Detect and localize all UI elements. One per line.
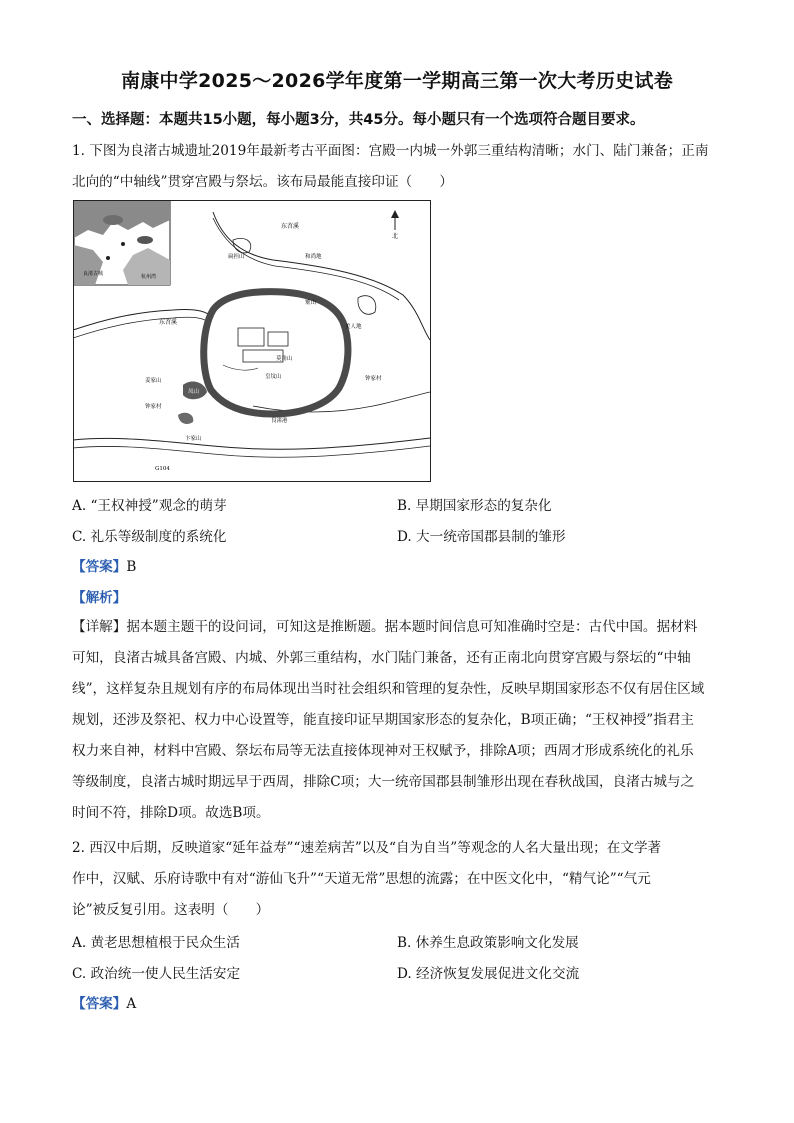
q1-option-d: D. 大一统帝国郡县制的雏形	[397, 529, 566, 545]
q2-answer	[72, 992, 136, 1012]
q1-answer	[72, 555, 136, 575]
map-label: 东苕溪	[281, 223, 300, 230]
q2-stem-line: 2. 西汉中后期，反映道家“延年益寿”“速差病苦”以及“自为自当”等观念的人名大量出现；在文学著	[72, 840, 662, 856]
map-label: 良渚港	[271, 418, 288, 424]
q1-detail	[72, 612, 722, 829]
analysis-label: 【解析】	[72, 590, 127, 606]
detail-line: 线”，这样复杂且规划有序的布局体现出当时社会组织和管理的复杂性，反映早期国家形态不仅有居住区域	[72, 681, 705, 697]
inset-map	[74, 201, 170, 285]
map-label: 钟家村	[145, 404, 162, 410]
q1-stem	[72, 136, 722, 198]
q2-option-d: D. 经济恢复发展促进文化交流	[397, 966, 580, 982]
map-label: 雉山	[305, 300, 317, 306]
detail-line: 权力来自神，材料中宫殿、祭坛布局等无法直接体现神对王权赋予，排除A项；西周才形成系统化的礼乐	[72, 743, 694, 759]
exam-title: 南康中学2025～2026学年度第一学期高三第一次大考历史试卷	[120, 70, 674, 92]
q1-stem-line: 北向的“中轴线”贯穿宫殿与祭坛。该布局最能直接印证（ ）	[72, 174, 453, 190]
map-label: 莫角山	[276, 356, 293, 362]
north-label: 北	[392, 233, 399, 240]
map-label: G104	[155, 466, 170, 472]
map-label: 扁担山	[228, 254, 245, 260]
answer-label: 【答案】	[72, 996, 127, 1012]
answer-label: 【答案】	[72, 559, 127, 575]
map-label: 钟家村	[365, 376, 382, 382]
map-label: 和尚地	[305, 254, 322, 260]
map-label: 姜家山	[145, 378, 162, 384]
q1-stem-line: 1. 下图为良渚古城遗址2019年最新考古平面图：宫殿一内城一外郭三重结构清晰；水门、陆门兼备；正南	[72, 143, 709, 159]
inset-label: 杭州湾	[141, 274, 157, 280]
liangzhu-site-map	[73, 200, 431, 482]
q2-option-b: B. 休养生息政策影响文化发展	[397, 935, 579, 951]
map-label: 美人地	[345, 324, 362, 330]
q2-option-c: C. 政治统一使人民生活安定	[72, 966, 241, 982]
q1-option-b: B. 早期国家形态的复杂化	[397, 498, 552, 514]
detail-line: 规划，还涉及祭祀、权力中心设置等，能直接印证早期国家形态的复杂化，B项正确；“王权神授”指君主	[72, 712, 695, 728]
q1-option-a: A. “王权神授”观念的萌芽	[72, 498, 227, 514]
detail-line: 【详解】据本题主题干的设问词，可知这是推断题。据本题时间信息可知准确时空是：古代中国。据材料	[72, 619, 698, 635]
detail-line: 可知，良渚古城具备宫殿、内城、外郭三重结构，水门陆门兼备，还有正南北向贯穿宫殿与祭坛的“中轴	[72, 650, 691, 666]
section-heading: 一、选择题：本题共15小题，每小题3分，共45分。每小题只有一个选项符合题目要求。	[72, 112, 645, 128]
detail-line: 等级制度，良渚古城时期远早于西周，排除C项；大一统帝国郡县制雏形出现在春秋战国，良渚古城与之	[72, 774, 695, 790]
q2-stem-line: 作中，汉赋、乐府诗歌中有对“游仙飞升”“天道无常”思想的流露；在中医文化中，“精气论”“气元	[72, 871, 651, 887]
q1-option-c: C. 礼乐等级制度的系统化	[72, 529, 227, 545]
inset-label: 良渚古城	[83, 271, 104, 277]
q2-stem	[72, 833, 722, 926]
map-label: 皇坟山	[265, 374, 282, 380]
answer-value: B	[126, 559, 137, 575]
q2-option-a: A. 黄老思想植根于民众生活	[72, 935, 240, 951]
answer-value: A	[126, 996, 137, 1012]
map-label: 凤山	[188, 389, 200, 395]
q2-stem-line: 论”被反复引用。这表明（ ）	[72, 902, 270, 918]
q1-analysis-heading	[72, 586, 126, 606]
detail-line: 时间不符，排除D项。故选B项。	[72, 805, 270, 821]
map-label: 卞家山	[185, 436, 202, 442]
map-label: 东苕溪	[159, 319, 178, 326]
